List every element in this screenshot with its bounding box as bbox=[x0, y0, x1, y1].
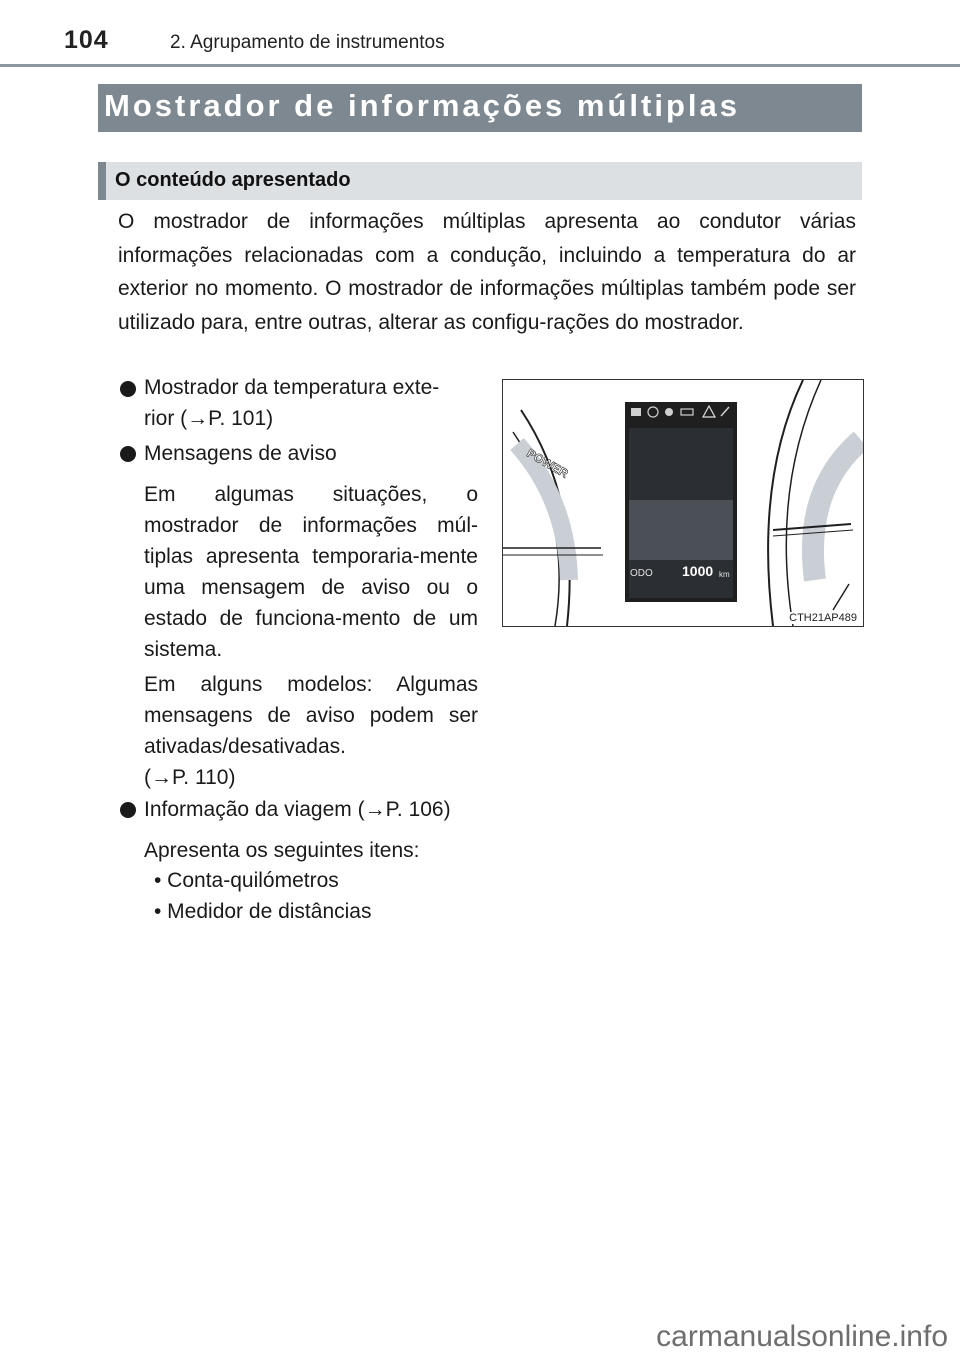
section-title: Mostrador de informações múltiplas bbox=[104, 88, 740, 123]
figure-caption: CTH21AP489 bbox=[789, 612, 857, 624]
page-reference: (→P. 110) bbox=[144, 766, 236, 789]
bullet-icon bbox=[120, 446, 136, 462]
bullet-icon bbox=[120, 381, 136, 397]
page-number: 104 bbox=[64, 26, 109, 54]
list-item-line: Mostrador da temperatura exte- bbox=[144, 376, 440, 399]
instrument-cluster-figure bbox=[502, 379, 864, 627]
bullet-icon bbox=[120, 802, 136, 818]
running-header: 2. Agrupamento de instrumentos bbox=[170, 32, 445, 53]
trip-info-intro: Apresenta os seguintes itens: bbox=[144, 839, 420, 862]
intro-paragraph: O mostrador de informações múltiplas apresenta ao condutor várias informações relacionadas com a condução, incluindo a temperatura do ar exterior no momento. O mostrador de informações múltiplas também pode ser utilizado para, entre outras, alterar as configu-rações do mostrador. bbox=[118, 210, 856, 334]
warning-description: Em algumas situações, o mostrador de informações múl-tiplas apresenta temporaria-mente uma mensagem de aviso ou o estado de funciona-mento de um sistema. bbox=[144, 483, 478, 661]
subsection-title: O conteúdo apresentado bbox=[115, 169, 351, 191]
odometer-label: ODO bbox=[630, 568, 653, 579]
list-item-warning-messages: Mensagens de aviso bbox=[144, 442, 337, 465]
power-label: POWER bbox=[524, 445, 571, 481]
odometer-unit: km bbox=[719, 570, 730, 579]
odometer-value: 1000 bbox=[682, 563, 714, 579]
watermark: carmanualsonline.info bbox=[656, 1320, 948, 1353]
list-item-line: rior (→P. 101) bbox=[144, 407, 274, 430]
header-rule bbox=[0, 64, 960, 67]
list-item-outside-temperature bbox=[144, 372, 484, 434]
warning-toggle-note: Em alguns modelos: Algumas mensagens de aviso podem ser ativadas/desativadas. bbox=[144, 673, 478, 758]
list-item-trip-information: Informação da viagem (→P. 106) bbox=[144, 798, 451, 821]
subitem-odometer: • Conta-quilómetros bbox=[154, 869, 339, 892]
subitem-trip-meter: • Medidor de distâncias bbox=[154, 900, 372, 923]
instrument-cluster-illustration bbox=[503, 380, 863, 626]
